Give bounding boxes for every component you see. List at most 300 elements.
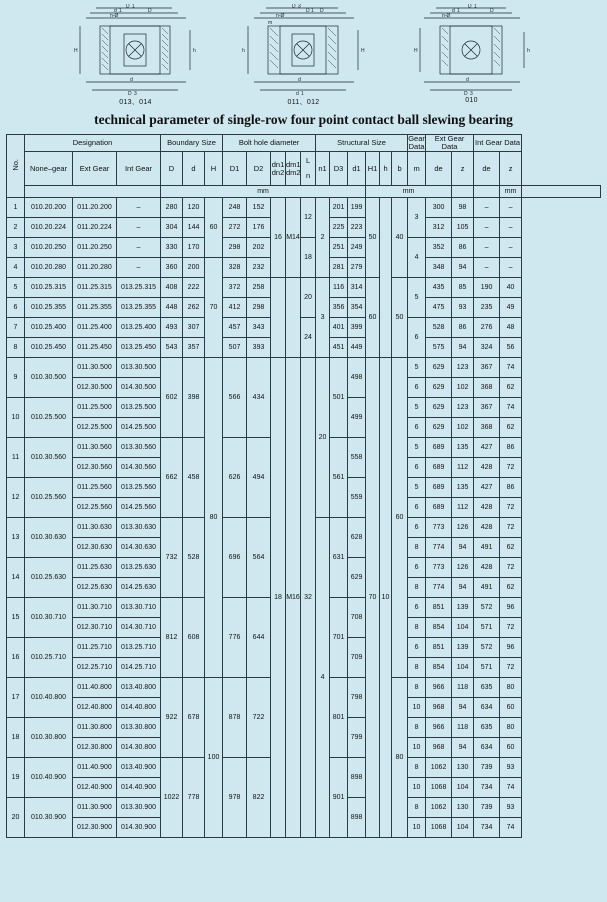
cell-d1: 628 — [348, 518, 366, 558]
cell-D: 1022 — [161, 758, 183, 838]
cell-m: 6 — [408, 318, 426, 358]
cell-d1: 708 — [348, 598, 366, 638]
col-dn1-dn2: dn1 dn2 — [271, 152, 286, 186]
cell-m: 3 — [408, 198, 426, 238]
cell-no: 17 — [7, 678, 25, 718]
cell-ext-de: 689 — [426, 498, 452, 518]
cell-none-gear: 010.25.450 — [25, 338, 73, 358]
cell-D3: 561 — [330, 438, 348, 518]
cell-D: 330 — [161, 238, 183, 258]
cell-m: 6 — [408, 638, 426, 658]
cell-D2: 202 — [247, 238, 271, 258]
cell-H1: 50 — [366, 198, 380, 278]
col-d: d — [183, 152, 205, 186]
cell-D1: 298 — [223, 238, 247, 258]
svg-text:d: d — [465, 77, 469, 83]
cell-ext-gear: 011.20.280 — [73, 258, 117, 278]
cell-d: 307 — [183, 318, 205, 338]
svg-text:H: H — [73, 48, 78, 54]
svg-text:d: d — [113, 8, 117, 14]
cell-no: 18 — [7, 718, 25, 758]
cell-D3: 631 — [330, 518, 348, 598]
cell-D: 812 — [161, 598, 183, 678]
cell-int-de: 634 — [474, 698, 500, 718]
cell-d: 357 — [183, 338, 205, 358]
cell-int-de: 635 — [474, 678, 500, 698]
cell-L: 18 — [301, 238, 316, 278]
cell-d1: 559 — [348, 478, 366, 518]
cell-D1: 978 — [223, 758, 247, 838]
page-title: technical parameter of single-row four point contact ball slewing bearing — [94, 112, 513, 127]
cell-int-de: 734 — [474, 778, 500, 798]
cell-ext-gear: 012.40.900 — [73, 778, 117, 798]
svg-text:d: d — [129, 77, 133, 83]
cell-ext-gear: 011.30.900 — [73, 798, 117, 818]
cell-none-gear: 010.25.500 — [25, 398, 73, 438]
cell-none-gear: 010.30.800 — [25, 718, 73, 758]
cell-int-de: 572 — [474, 598, 500, 618]
cell-int-z: 62 — [500, 538, 522, 558]
cell-d: 262 — [183, 298, 205, 318]
cell-ext-z: 102 — [452, 418, 474, 438]
cell-m: 6 — [408, 418, 426, 438]
cell-m: 6 — [408, 518, 426, 538]
unit-ext-de — [452, 186, 474, 198]
cell-ext-gear: 011.25.450 — [73, 338, 117, 358]
cell-int-gear: 013.30.630 — [117, 518, 161, 538]
cell-ext-gear: 012.30.630 — [73, 538, 117, 558]
cell-none-gear: 010.25.355 — [25, 298, 73, 318]
cell-ext-gear: 012.30.500 — [73, 378, 117, 398]
cell-D: 360 — [161, 258, 183, 278]
cell-D1: 566 — [223, 358, 247, 438]
cell-D: 662 — [161, 438, 183, 518]
cell-int-gear: 013.25.710 — [117, 638, 161, 658]
svg-text:D: D — [467, 4, 472, 10]
col-L-n: L n — [301, 152, 316, 186]
cell-int-de: 367 — [474, 358, 500, 378]
cell-none-gear: 010.25.560 — [25, 478, 73, 518]
cell-ext-gear: 011.25.400 — [73, 318, 117, 338]
cell-ext-de: 966 — [426, 678, 452, 698]
cell-D2: 298 — [247, 298, 271, 318]
svg-text:h: h — [526, 48, 530, 54]
cell-ext-gear: 012.30.900 — [73, 818, 117, 838]
cell-int-z: 93 — [500, 798, 522, 818]
col-int-gear: Int Gear — [117, 152, 161, 186]
col-none-gear: None–gear — [25, 152, 73, 186]
cell-none-gear: 010.30.900 — [25, 798, 73, 838]
cell-D: 732 — [161, 518, 183, 598]
cell-D2: 564 — [247, 518, 271, 598]
table-row — [7, 238, 601, 258]
cell-ext-z: 135 — [452, 478, 474, 498]
diagram-013-014 — [61, 4, 211, 108]
cell-int-gear: 013.30.710 — [117, 598, 161, 618]
col-D: D — [161, 152, 183, 186]
cell-no: 8 — [7, 338, 25, 358]
col-D1: D1 — [223, 152, 247, 186]
unit-int-z — [522, 186, 601, 198]
cell-m: 6 — [408, 558, 426, 578]
cell-ext-z: 130 — [452, 798, 474, 818]
cell-none-gear: 010.20.250 — [25, 238, 73, 258]
group-designation: Designation — [25, 135, 161, 152]
svg-text:D: D — [489, 8, 494, 14]
cell-h: 10 — [380, 358, 392, 838]
cell-int-z: 60 — [500, 738, 522, 758]
cell-int-de: 571 — [474, 618, 500, 638]
cell-dm: M16 — [286, 358, 301, 838]
cell-no: 2 — [7, 218, 25, 238]
svg-text:H: H — [360, 48, 365, 54]
cell-m: 8 — [408, 578, 426, 598]
cell-int-z: 72 — [500, 658, 522, 678]
cell-ext-gear: 011.25.710 — [73, 638, 117, 658]
cell-none-gear: 010.30.500 — [25, 358, 73, 398]
col-no: No. — [7, 135, 25, 198]
cell-ext-de: 774 — [426, 538, 452, 558]
svg-text:d: d — [297, 77, 301, 83]
cell-int-z: 86 — [500, 478, 522, 498]
cell-ext-gear: 012.40.800 — [73, 698, 117, 718]
cell-m: 8 — [408, 678, 426, 698]
cell-ext-de: 689 — [426, 458, 452, 478]
unit-designation — [25, 186, 161, 198]
cell-ext-de: 312 — [426, 218, 452, 238]
cell-d: 528 — [183, 518, 205, 598]
cell-int-de: 571 — [474, 658, 500, 678]
cell-ext-gear: 011.25.630 — [73, 558, 117, 578]
cell-ext-de: 1068 — [426, 778, 452, 798]
cell-ext-de: 773 — [426, 558, 452, 578]
cell-n1: 2 — [316, 198, 330, 278]
cell-ext-z: 94 — [452, 338, 474, 358]
cell-ext-z: 104 — [452, 618, 474, 638]
cell-ext-de: 773 — [426, 518, 452, 538]
cell-D2: 152 — [247, 198, 271, 218]
svg-text:1: 1 — [131, 4, 135, 10]
cell-int-de: 427 — [474, 478, 500, 498]
diagram-011-012 — [229, 4, 379, 108]
unit-int-de: mm — [500, 186, 522, 198]
cell-m: 10 — [408, 698, 426, 718]
cell-ext-gear: 012.25.500 — [73, 418, 117, 438]
cell-m: 5 — [408, 398, 426, 418]
group-ext-gear-data: Ext Gear Data — [426, 135, 474, 152]
cell-ext-gear: 011.20.224 — [73, 218, 117, 238]
cell-D1: 878 — [223, 678, 247, 758]
cell-D3: 401 — [330, 318, 348, 338]
diagram-caption-1: 013、014 — [119, 99, 152, 106]
cell-int-z: – — [500, 198, 522, 218]
cell-H: 100 — [205, 678, 223, 838]
cell-none-gear: 010.30.710 — [25, 598, 73, 638]
cell-m: 10 — [408, 818, 426, 838]
cell-ext-z: 126 — [452, 558, 474, 578]
cell-ext-gear: 011.25.500 — [73, 398, 117, 418]
cell-int-gear: 014.30.500 — [117, 378, 161, 398]
cell-int-gear: 014.30.900 — [117, 818, 161, 838]
cell-D3: 901 — [330, 758, 348, 838]
cell-ext-de: 575 — [426, 338, 452, 358]
cell-d: 608 — [183, 598, 205, 678]
cell-no: 9 — [7, 358, 25, 398]
cell-int-gear: 014.30.560 — [117, 458, 161, 478]
cell-H: 60 — [205, 198, 223, 258]
cell-m: 8 — [408, 658, 426, 678]
cell-ext-z: 93 — [452, 298, 474, 318]
cell-D1: 457 — [223, 318, 247, 338]
cell-int-z: 72 — [500, 558, 522, 578]
cell-D3: 281 — [330, 258, 348, 278]
cell-ext-gear: 011.20.250 — [73, 238, 117, 258]
cell-D1: 248 — [223, 198, 247, 218]
cell-dn — [271, 278, 286, 358]
cell-d: 200 — [183, 258, 205, 278]
cell-ext-z: 123 — [452, 358, 474, 378]
cell-int-de: – — [474, 238, 500, 258]
group-gear-data: Gear Data — [408, 134, 425, 151]
cell-int-de: 368 — [474, 378, 500, 398]
cell-d1: 314 — [348, 278, 366, 298]
cell-d: 778 — [183, 758, 205, 838]
cell-int-z: 40 — [500, 278, 522, 298]
cell-D1: 696 — [223, 518, 247, 598]
cell-ext-de: 475 — [426, 298, 452, 318]
cell-ext-de: 968 — [426, 738, 452, 758]
cell-m: 6 — [408, 598, 426, 618]
cell-d1: 449 — [348, 338, 366, 358]
cell-ext-z: 94 — [452, 538, 474, 558]
cell-ext-z: 104 — [452, 818, 474, 838]
cell-no: 20 — [7, 798, 25, 838]
cell-n1: 3 — [316, 278, 330, 358]
cell-no: 11 — [7, 438, 25, 478]
cell-int-z: 62 — [500, 378, 522, 398]
cell-D2: 176 — [247, 218, 271, 238]
cell-d1: 399 — [348, 318, 366, 338]
cell-d1: 354 — [348, 298, 366, 318]
cell-ext-gear: 012.25.710 — [73, 658, 117, 678]
cell-int-gear: 013.30.900 — [117, 798, 161, 818]
col-n1: n1 — [316, 152, 330, 186]
cell-none-gear: 010.30.630 — [25, 518, 73, 558]
cell-int-z: – — [500, 238, 522, 258]
cell-int-gear: 014.30.630 — [117, 538, 161, 558]
cell-ext-de: 854 — [426, 658, 452, 678]
cell-int-gear: 014.40.800 — [117, 698, 161, 718]
cell-none-gear: 010.40.900 — [25, 758, 73, 798]
svg-text:m: m — [267, 20, 272, 26]
cell-m: 10 — [408, 738, 426, 758]
cell-int-gear: 013.40.900 — [117, 758, 161, 778]
cell-D2: 393 — [247, 338, 271, 358]
cell-b: 80 — [392, 678, 408, 838]
cell-int-de: 324 — [474, 338, 500, 358]
cell-ext-de: 1068 — [426, 818, 452, 838]
cell-no: 12 — [7, 478, 25, 518]
svg-text:d: d — [295, 91, 299, 96]
cell-int-de: 634 — [474, 738, 500, 758]
cell-D3: 451 — [330, 338, 348, 358]
cell-d1: 799 — [348, 718, 366, 758]
cell-int-gear: 013.25.630 — [117, 558, 161, 578]
cell-D2: 494 — [247, 438, 271, 518]
cell-ext-de: 528 — [426, 318, 452, 338]
cell-m: 6 — [408, 378, 426, 398]
cell-int-z: 62 — [500, 578, 522, 598]
cell-ext-de: 968 — [426, 698, 452, 718]
cell-int-gear: 014.40.900 — [117, 778, 161, 798]
cell-ext-gear: 011.25.315 — [73, 278, 117, 298]
col-h: h — [380, 152, 392, 186]
cell-none-gear: 010.25.710 — [25, 638, 73, 678]
cell-D3: 201 — [330, 198, 348, 218]
cell-int-gear: – — [117, 238, 161, 258]
cell-ext-de: 1062 — [426, 798, 452, 818]
cell-ext-z: 85 — [452, 278, 474, 298]
col-D3: D3 — [330, 152, 348, 186]
cell-ext-de: 629 — [426, 418, 452, 438]
cell-d1: 279 — [348, 258, 366, 278]
cell-none-gear: 010.40.800 — [25, 678, 73, 718]
cell-int-de: 428 — [474, 558, 500, 578]
cell-ext-de: 629 — [426, 398, 452, 418]
cell-D1: 776 — [223, 598, 247, 678]
col-d1: d1 — [348, 152, 366, 186]
cell-D1: 272 — [223, 218, 247, 238]
cell-D2: 232 — [247, 258, 271, 278]
cell-none-gear: 010.25.630 — [25, 558, 73, 598]
diagram-caption-2: 011、012 — [287, 99, 320, 106]
cell-d1: 709 — [348, 638, 366, 678]
cell-int-de: 276 — [474, 318, 500, 338]
col-b: b — [392, 152, 408, 186]
col-dm1-dm2: dm1 dm2 — [286, 152, 301, 186]
svg-text:D: D — [463, 91, 468, 96]
svg-text:H: H — [413, 48, 418, 54]
cell-int-de: 428 — [474, 518, 500, 538]
table-row — [7, 358, 601, 378]
cell-int-de: 572 — [474, 638, 500, 658]
group-int-gear-data: Int Gear Data — [474, 135, 522, 152]
cell-d1: 499 — [348, 398, 366, 438]
cell-D: 922 — [161, 678, 183, 758]
cell-D3: 225 — [330, 218, 348, 238]
cell-H1: 60 — [366, 278, 380, 358]
cell-D: 543 — [161, 338, 183, 358]
cell-D2: 644 — [247, 598, 271, 678]
cell-int-gear: 013.30.560 — [117, 438, 161, 458]
cell-ext-gear: 011.20.200 — [73, 198, 117, 218]
cell-m: 8 — [408, 758, 426, 778]
group-boundary-size: Boundary Size — [161, 135, 223, 152]
cell-H: 70 — [205, 258, 223, 358]
svg-text:1: 1 — [473, 4, 477, 10]
cell-ext-z: 123 — [452, 398, 474, 418]
cell-int-z: 74 — [500, 398, 522, 418]
cell-no: 5 — [7, 278, 25, 298]
cell-int-z: 72 — [500, 518, 522, 538]
cell-int-de: 368 — [474, 418, 500, 438]
cell-int-gear: – — [117, 198, 161, 218]
cell-ext-gear: 012.30.710 — [73, 618, 117, 638]
svg-text:D: D — [305, 8, 310, 14]
cell-ext-z: 126 — [452, 518, 474, 538]
cell-int-gear: 013.30.800 — [117, 718, 161, 738]
cell-ext-gear: 012.25.630 — [73, 578, 117, 598]
cell-D1: 507 — [223, 338, 247, 358]
cell-int-z: 72 — [500, 618, 522, 638]
cell-ext-de: 629 — [426, 378, 452, 398]
cell-D2: 434 — [247, 358, 271, 438]
cell-L: 24 — [301, 318, 316, 358]
cell-d: 398 — [183, 358, 205, 438]
cell-ext-z: 104 — [452, 658, 474, 678]
cell-ext-gear: 011.30.630 — [73, 518, 117, 538]
cell-ext-z: 94 — [452, 738, 474, 758]
cell-m: 5 — [408, 278, 426, 318]
cell-int-z: 93 — [500, 758, 522, 778]
cell-int-z: 80 — [500, 718, 522, 738]
cell-int-gear: 014.30.710 — [117, 618, 161, 638]
cell-ext-de: 1062 — [426, 758, 452, 778]
cell-D2: 822 — [247, 758, 271, 838]
cell-D3: 356 — [330, 298, 348, 318]
cell-dm: M14 — [286, 198, 301, 278]
cell-no: 13 — [7, 518, 25, 558]
cell-d1: 898 — [348, 798, 366, 838]
cell-ext-z: 94 — [452, 578, 474, 598]
cell-m: 8 — [408, 718, 426, 738]
cell-ext-z: 135 — [452, 438, 474, 458]
cell-int-de: 427 — [474, 438, 500, 458]
cell-none-gear: 010.30.560 — [25, 438, 73, 478]
cell-int-gear: – — [117, 258, 161, 278]
cell-int-gear: – — [117, 218, 161, 238]
cell-D1: 328 — [223, 258, 247, 278]
cell-int-gear: 013.25.450 — [117, 338, 161, 358]
cell-int-de: 739 — [474, 798, 500, 818]
table-row — [7, 198, 601, 218]
cell-D3: 501 — [330, 358, 348, 438]
cell-ext-de: 689 — [426, 438, 452, 458]
cell-D: 493 — [161, 318, 183, 338]
cell-H: 80 — [205, 358, 223, 678]
cell-int-de: – — [474, 258, 500, 278]
cell-d1: 558 — [348, 438, 366, 478]
cell-d: 458 — [183, 438, 205, 518]
cell-none-gear: 010.25.315 — [25, 278, 73, 298]
cell-m: 6 — [408, 498, 426, 518]
cell-n1: 4 — [316, 518, 330, 838]
cell-ext-gear: 011.25.355 — [73, 298, 117, 318]
svg-text:3: 3 — [297, 4, 301, 10]
cell-no: 4 — [7, 258, 25, 278]
cell-int-de: 491 — [474, 578, 500, 598]
cell-ext-de: 851 — [426, 638, 452, 658]
cell-ext-z: 112 — [452, 498, 474, 518]
cell-no: 3 — [7, 238, 25, 258]
cell-int-z: 74 — [500, 358, 522, 378]
diagram-010 — [397, 4, 547, 108]
cell-D1: 372 — [223, 278, 247, 298]
cell-H1: 70 — [366, 358, 380, 838]
svg-text:n-Ø: n-Ø — [109, 13, 118, 19]
col-H1: H1 — [366, 152, 380, 186]
svg-text:D: D — [127, 91, 132, 96]
